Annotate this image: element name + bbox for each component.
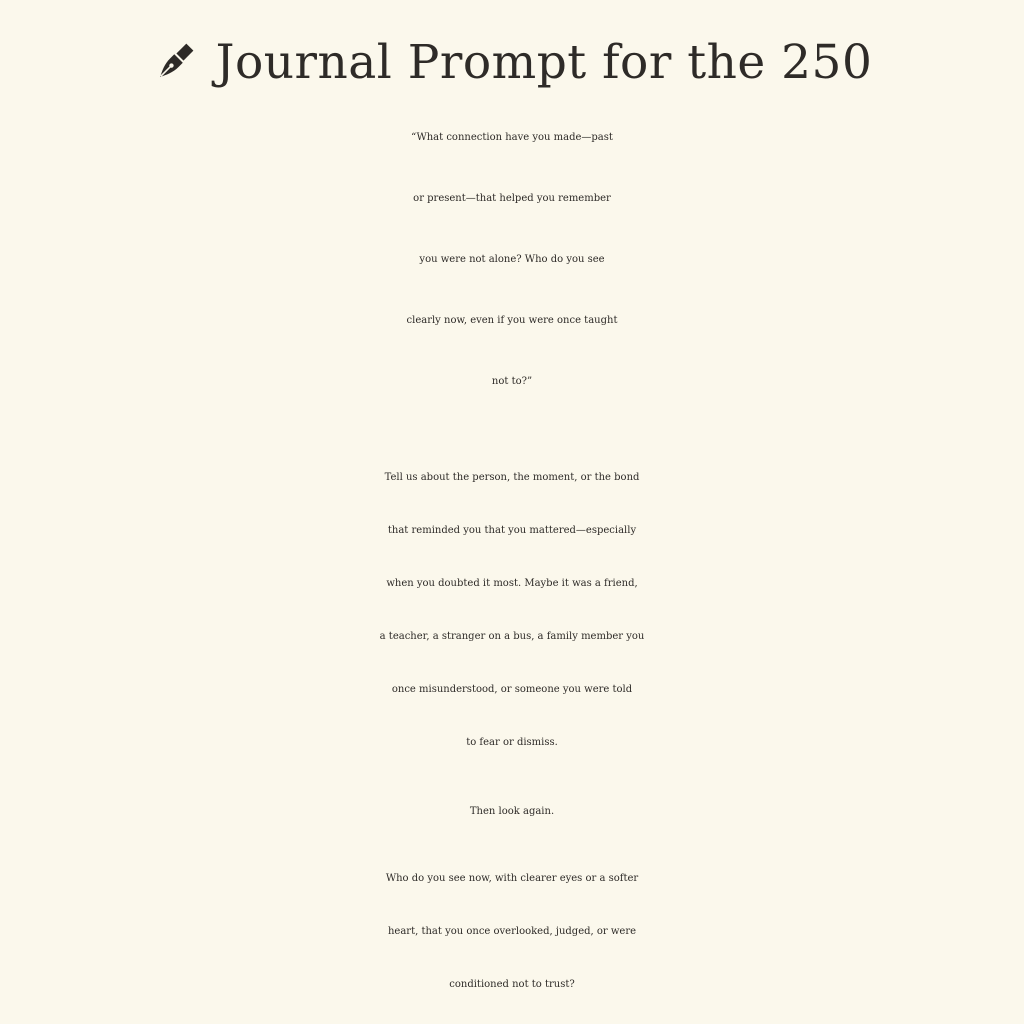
quote-line: clearly now, even if you were once taught: [406, 315, 618, 326]
paragraph-line: Then look again.: [469, 806, 555, 817]
paragraph-line: Who do you see now, with clearer eyes or a softer: [385, 873, 639, 884]
paragraph-line: to fear or dismiss.: [466, 737, 558, 748]
quote-line: not to?”: [491, 376, 533, 387]
quote-line: or present—that helped you remember: [413, 193, 611, 204]
quote-line: you were not alone? Who do you see: [419, 254, 605, 265]
page-title: Journal Prompt for the 250: [215, 34, 873, 90]
paragraph-line: conditioned not to trust?: [449, 979, 575, 990]
title-row: [0, 30, 1024, 94]
quote-line: “What connection have you made—past: [411, 132, 613, 143]
paragraph-line: when you doubted it most. Maybe it was a friend,: [386, 578, 638, 589]
fountain-pen-icon: [152, 39, 198, 85]
paragraph-line: heart, that you once overlooked, judged, or were: [387, 926, 637, 937]
paragraph-line: a teacher, a stranger on a bus, a family member you: [379, 631, 645, 642]
paragraph-line: Tell us about the person, the moment, or the bond: [384, 472, 640, 483]
paragraph-line: that reminded you that you mattered—especially: [387, 525, 637, 536]
paragraph-line: once misunderstood, or someone you were told: [391, 684, 633, 695]
